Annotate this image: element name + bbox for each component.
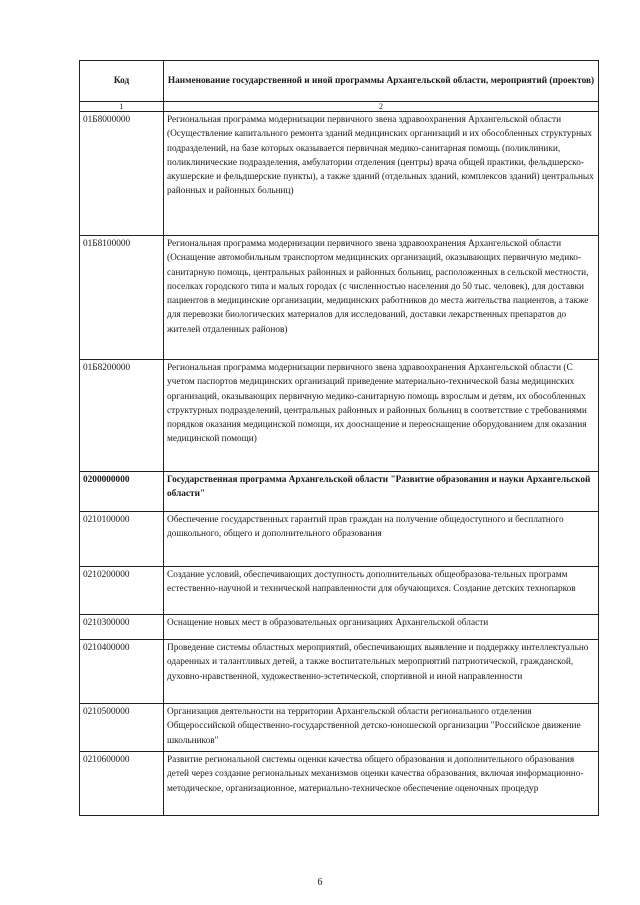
table-row: [80, 360, 599, 472]
program-codes-table: [79, 60, 599, 816]
row-code: 0210200000: [80, 567, 164, 615]
row-name: Развитие региональной системы оценки качества общего образования и дополнительного образования детей через создание региональных механизмов оценки качества образования, включая информационно-методическое, организационное, материально-техническое обеспечение оценочных процедур: [164, 752, 599, 816]
row-code: 0210600000: [80, 752, 164, 816]
row-name: Организация деятельности на территории Архангельской области регионального отделения Общероссийской общественно-государственной детско-юношеской организации "Российское движение школьников": [164, 704, 599, 752]
table-row: [80, 640, 599, 704]
row-name: Региональная программа модернизации первичного звена здравоохранения Архангельской области (Осуществление капитального ремонта зданий медицинских организаций и их обособленных структурных подразделений, на базе которых оказывается первичная медико-санитарная помощь (поликлиники, поликлинические подразделения, амбулатории отделения (центры) врача общей практики, фельдшерско-акушерские и фельдшерские пункты), а также зданий (отдельных зданий, комплексов зданий) центральных районных и районных больниц): [164, 112, 599, 236]
row-code: 0210300000: [80, 615, 164, 640]
table-row: [80, 567, 599, 615]
row-name: Обеспечение государственных гарантий прав граждан на получение общедоступного и бесплатного дошкольного, общего и дополнительного образования: [164, 512, 599, 567]
column-number-2: 2: [164, 102, 599, 112]
page-number: 6: [317, 877, 323, 888]
row-code: 0210500000: [80, 704, 164, 752]
row-code: 0200000000: [80, 472, 164, 512]
row-name: Региональная программа модернизации первичного звена здравоохранения Архангельской области (С учетом паспортов медицинских организаций приведение материально-технической базы медицинских организаций, оказывающих первичную медико-санитарную помощь взрослым и детям, их обособленных структурных подразделений, центральных районных и районных больниц в соответствие с требованиями порядков оказания медицинской помощи, их дооснащение и переоснащение оборудованием для оказания медицинской помощи): [164, 360, 599, 472]
column-number-row: [80, 102, 599, 112]
row-name: Оснащение новых мест в образовательных организациях Архангельской области: [164, 615, 599, 640]
column-number-1: 1: [80, 102, 164, 112]
table-row: [80, 472, 599, 512]
table-row: [80, 615, 599, 640]
row-code: 01Б8100000: [80, 236, 164, 360]
table-row: [80, 512, 599, 567]
table-row: [80, 704, 599, 752]
row-name: Проведение системы областных мероприятий, обеспечивающих выявление и поддержку интеллектуально одаренных и талантливых детей, а также воспитательных мероприятий патриотической, гражданской, духовно-нравственной, художественно-эстетической, спортивной и иной направленности: [164, 640, 599, 704]
row-code: 0210400000: [80, 640, 164, 704]
table-row: [80, 236, 599, 360]
table-row: [80, 112, 599, 236]
row-name: Региональная программа модернизации первичного звена здравоохранения Архангельской области (Оснащение автомобильным транспортом медицинских организаций, оказывающих первичную медико-санитарную помощь, центральных районных и районных больниц, расположенных в сельской местности, поселках городского типа и малых городах (с численностью населения до 50 тыс. человек), для доставки пациентов в медицинские организации, медицинских работников до места жительства пациентов, а также для перевозки биологических материалов для исследований, доставки лекарственных препаратов до жителей отдаленных районов): [164, 236, 599, 360]
row-name: Создание условий, обеспечивающих доступность дополнительных общеобразова-тельных программ естественно-научной и технической направленности для обучающихся. Создание детских технопарков: [164, 567, 599, 615]
row-code: 01Б8200000: [80, 360, 164, 472]
header-code: Код: [80, 61, 164, 102]
row-code: 0210100000: [80, 512, 164, 567]
header-name: Наименование государственной и иной программы Архангельской области, мероприятий (проектов): [164, 61, 599, 102]
row-code: 01Б8000000: [80, 112, 164, 236]
row-name: Государственная программа Архангельской области "Развитие образования и науки Архангельской области": [164, 472, 599, 512]
table-row: [80, 752, 599, 816]
table-header-row: [80, 61, 599, 102]
